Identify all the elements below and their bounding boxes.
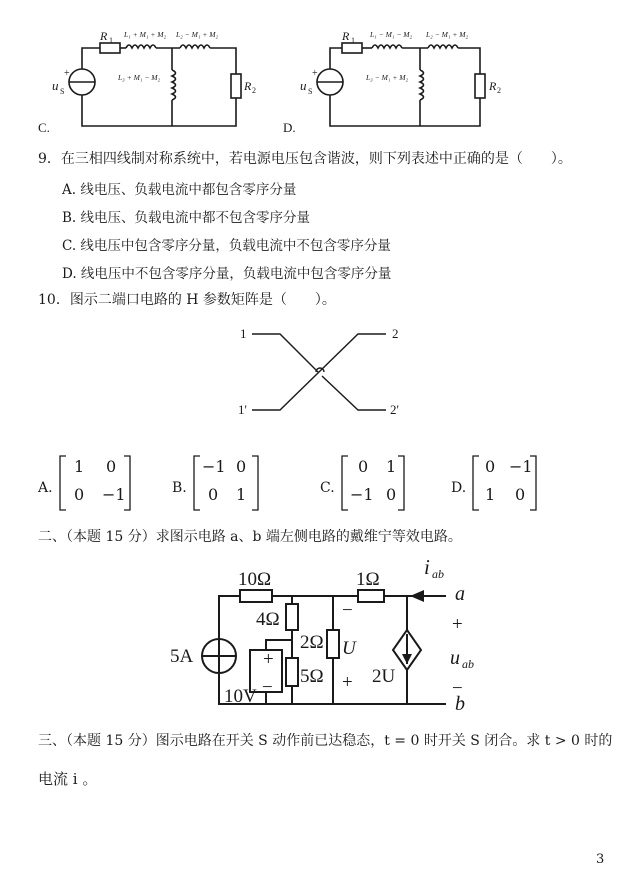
d-l1-inductor [372, 45, 402, 48]
svg-text:ab: ab [462, 657, 474, 671]
label-5a: 5A [170, 646, 194, 667]
label-u-plus: + [342, 672, 353, 693]
d-us-label: u [300, 78, 307, 93]
d-l3-label: L₃ − M₁ + M₂ [366, 73, 409, 82]
label-10ohm: 10Ω [238, 569, 272, 590]
option-d-label: D. [283, 120, 296, 135]
svg-text:+: + [312, 68, 318, 79]
c-r2-label: R [244, 79, 252, 93]
c-l3-inductor [172, 70, 176, 100]
c-l1-label: L₁ + M₁ + M₂ [124, 30, 167, 39]
q9-option-d: D. 线电压中不包含零序分量，负载电流中包含零序分量 [62, 266, 392, 282]
terminal-b: b [455, 693, 465, 715]
port-1b-label: 1' [238, 402, 247, 417]
label-uab: u [450, 647, 460, 669]
svg-text:1: 1 [109, 36, 113, 45]
q10-two-port-diagram [252, 334, 386, 410]
svg-text:1: 1 [351, 36, 355, 45]
label-u: U [342, 638, 356, 659]
r-4ohm [286, 604, 298, 630]
d-r2-resistor [475, 74, 485, 98]
q10-option-b-label: B. [172, 480, 187, 496]
label-2u: 2U [372, 666, 396, 687]
q10-matrix-a: 1 0 0 −1 [74, 457, 126, 504]
svg-text:2: 2 [497, 86, 501, 95]
svg-text:ab: ab [432, 567, 444, 581]
circuit-c [69, 43, 241, 126]
d-l3-inductor [420, 70, 424, 100]
port-1-label: 1 [240, 326, 247, 341]
label-u-minus: − [342, 600, 353, 621]
label-uab-minus: − [452, 678, 463, 699]
sec2-labels [170, 555, 474, 715]
port-2b-label: 2' [390, 402, 399, 417]
c-l3-label: L₃ + M₁ − M₂ [118, 73, 161, 82]
d-l2-label: L₂ − M₁ + M₂ [426, 30, 469, 39]
label-10v-minus: − [262, 677, 273, 698]
port-2-label: 2 [392, 326, 399, 341]
q9-option-a: A. 线电压、负载电流中都包含零序分量 [62, 182, 297, 198]
section-2-text: 二、（本题 15 分）求图示电路 a、b 端左侧电路的戴维宁等效电路。 [38, 529, 462, 545]
r-2ohm [327, 630, 339, 658]
c-l2-label: L₂ − M₁ + M₂ [176, 30, 219, 39]
label-iab: i [424, 555, 430, 579]
q10-matrix-b: −1 0 0 1 [202, 457, 247, 504]
section-3-text-2: 电流 i 。 [38, 770, 98, 788]
terminal-a: a [455, 583, 465, 605]
q10-matrix-c: 0 1 −1 0 [350, 457, 397, 504]
q10-option-c-label: C. [320, 480, 335, 496]
iab-arrow [410, 590, 424, 602]
circuit-d [317, 43, 485, 126]
page-number: 3 [596, 852, 605, 867]
svg-text:S: S [308, 87, 313, 96]
q9-stem: 9．在三相四线制对称系统中，若电源电压包含谐波，则下列表述中正确的是（ ）。 [38, 151, 572, 167]
q10-stem: 10．图示二端口电路的 H 参数矩阵是（ ）。 [38, 292, 336, 308]
svg-text:2: 2 [252, 86, 256, 95]
label-uab-plus: + [452, 614, 463, 635]
c-us-label: u [52, 78, 59, 93]
label-1ohm: 1Ω [356, 569, 380, 590]
q10-option-d-label: D. [451, 480, 467, 496]
label-4ohm: 4Ω [256, 609, 280, 630]
d-l2-inductor [428, 45, 458, 48]
r-1ohm [358, 590, 384, 602]
d-r2-label: R [489, 79, 497, 93]
r-5ohm [286, 658, 298, 686]
label-10v: 10V [224, 686, 257, 707]
q9-option-b: B. 线电压、负载电流中都不包含零序分量 [62, 210, 311, 226]
d-r1-label: R [342, 29, 350, 43]
c-l2-inductor [180, 45, 210, 48]
q9-option-c: C. 线电压中包含零序分量，负载电流中不包含零序分量 [62, 238, 391, 254]
d-l1-label: L₁ − M₁ − M₂ [370, 30, 413, 39]
q10-option-a-label: A. [38, 480, 53, 496]
svg-text:S: S [60, 87, 65, 96]
r-10ohm [240, 590, 272, 602]
option-c-label: C. [38, 120, 50, 135]
c-l1-inductor [126, 45, 156, 48]
c-r1-label: R [100, 29, 108, 43]
section-3-text: 三、（本题 15 分）图示电路在开关 S 动作前已达稳态，t = 0 时开关 S 闭合。求 t > 0 时的 [38, 733, 613, 749]
label-5ohm: 5Ω [300, 666, 324, 687]
dep-source-arrow [402, 654, 412, 664]
svg-text:+: + [64, 68, 70, 79]
label-2ohm: 2Ω [300, 632, 324, 653]
q10-matrix-d: 0 −1 1 0 [485, 457, 533, 504]
c-r2-resistor [231, 74, 241, 98]
label-10v-plus: + [263, 649, 274, 670]
